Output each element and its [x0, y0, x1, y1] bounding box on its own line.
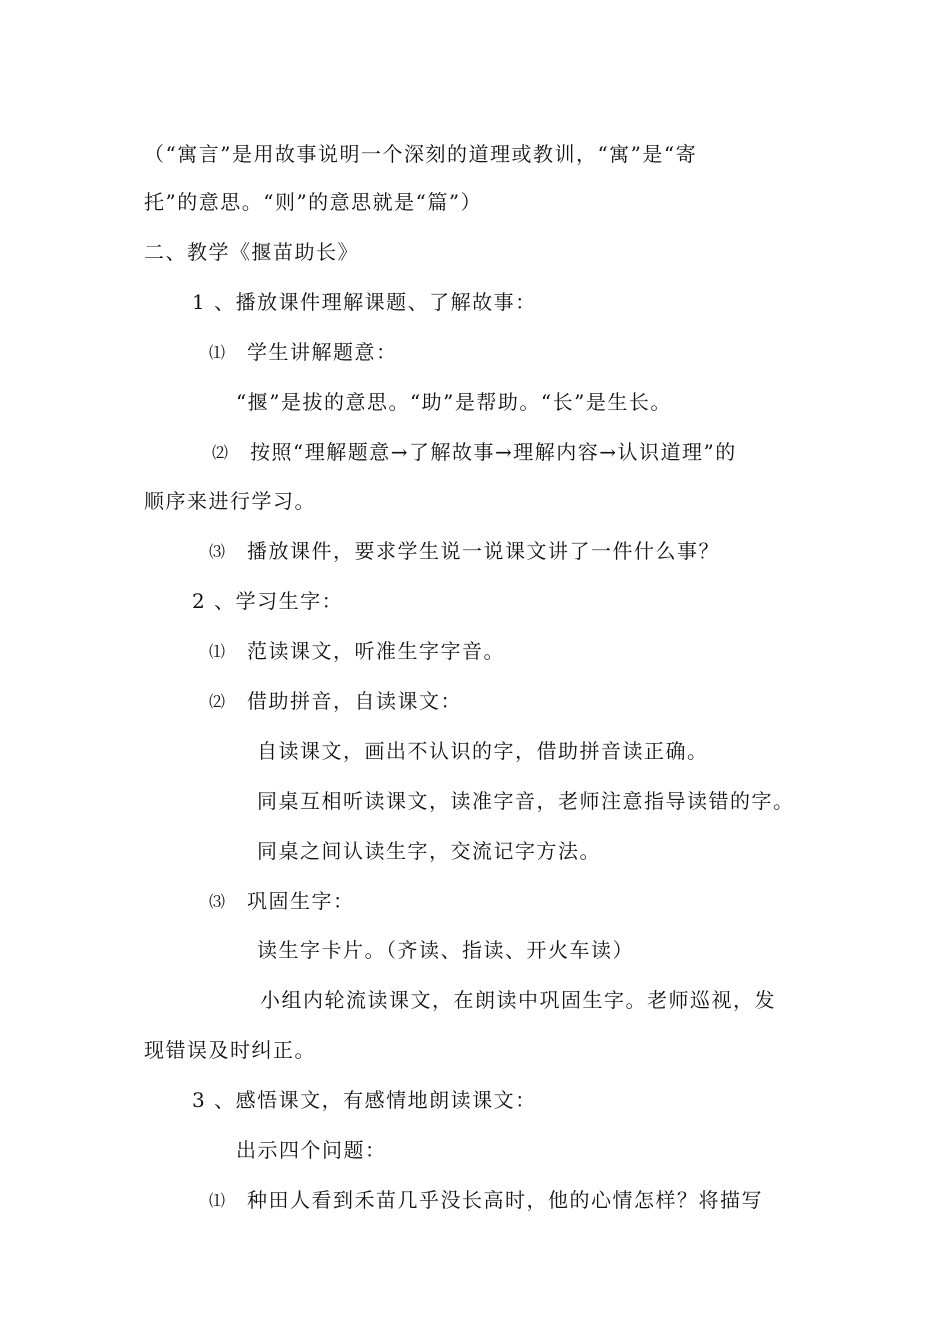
list-number: ⑴ [209, 1191, 226, 1210]
text-line-15: 同桌之间认读生字，交流记字方法。 [257, 839, 601, 863]
text-line-17: 读生字卡片。（齐读、指读、开火车读） [257, 938, 634, 962]
list-number: ⑶ [209, 542, 226, 561]
text-line-6: “揠”是拔的意思。“助”是帮助。“长”是生长。 [236, 390, 672, 414]
text-line-19: 现错误及时纠正。 [144, 1038, 316, 1062]
list-item-text: 种田人看到禾苗几乎没长高时，他的心情怎样？将描写 [247, 1188, 763, 1212]
list-item-text: 范读课文，听准生字字音。 [247, 639, 505, 663]
step-heading-1: 1 、播放课件理解课题、了解故事： [192, 290, 537, 314]
list-number: ⑵ [209, 692, 226, 711]
list-item-text: 学生讲解题意： [247, 340, 398, 364]
text-line-2: 托”的意思。“则”的意思就是“篇”） [144, 190, 483, 214]
step-heading-3: 3 、感悟课文，有感情地朗读课文： [192, 1088, 537, 1112]
list-item-3-1 [209, 1186, 763, 1215]
section-heading: 二、教学《揠苗助长》 [144, 240, 359, 264]
list-item-2-3 [209, 887, 355, 916]
text-line-8: 顺序来进行学习。 [144, 489, 316, 513]
list-item-2-2 [209, 687, 462, 716]
list-number: ⑵ [212, 443, 229, 462]
text-line-1: （“寓言”是用故事说明一个深刻的道理或教训，“寓”是“寄 [144, 142, 698, 166]
text-line-21: 出示四个问题： [236, 1138, 387, 1162]
list-number: ⑴ [209, 343, 226, 362]
text-line-18: 小组内轮流读课文，在朗读中巩固生字。老师巡视，发 [260, 988, 776, 1012]
text-line-13: 自读课文，画出不认识的字，借助拼音读正确。 [257, 739, 709, 763]
list-item-1-3 [209, 537, 720, 566]
list-item-text: 借助拼音，自读课文： [247, 689, 462, 713]
list-item-1-1 [209, 338, 398, 367]
list-item-text: 按照“理解题意→了解故事→理解内容→认识道理”的 [250, 440, 737, 464]
list-number: ⑶ [209, 892, 226, 911]
list-item-text: 巩固生字： [247, 889, 355, 913]
step-heading-2: 2 、学习生字： [192, 589, 344, 613]
text-line-14: 同桌互相听读课文，读准字音，老师注意指导读错的字。 [257, 789, 795, 813]
list-item-text: 播放课件，要求学生说一说课文讲了一件什么事？ [247, 539, 720, 563]
list-number: ⑴ [209, 642, 226, 661]
list-item-2-1 [209, 637, 505, 666]
list-item-1-2 [212, 438, 737, 467]
